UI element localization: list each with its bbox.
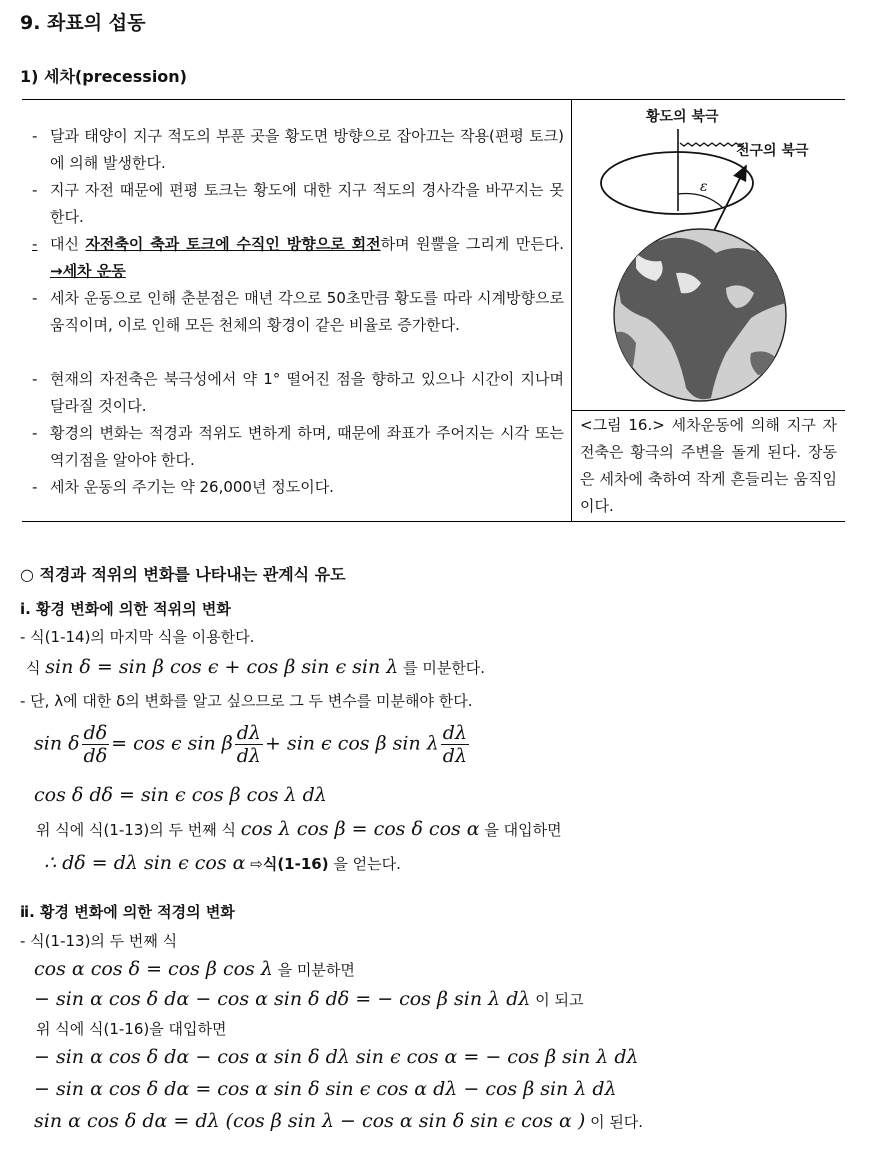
derivation-heading: ○ 적경과 적위의 변화를 나타내는 관계식 유도 <box>20 565 346 584</box>
eq-rearranged: − sin α cos δ dα = cos α sin δ sin ϵ cos α dλ − cos β sin λ dλ <box>34 1078 617 1100</box>
precession-figure <box>576 103 841 403</box>
figure-caption-divider <box>571 410 845 411</box>
ecliptic-pole-label: 황도의 북극 <box>646 109 719 125</box>
equation-ref: 식(1-16) <box>262 855 329 873</box>
eq-result-16: ∴ dδ = dλ sin ϵ cos α <box>44 852 246 874</box>
part2-eq1-line: cos α cos δ = cos β cos λ 을 미분하면 <box>34 958 355 980</box>
epsilon-arc <box>678 194 722 207</box>
fraction-d-lambda-1: $\frac{d\lambda}{d\lambda}$ <box>236 722 261 767</box>
right-arrow-icon: ⇨ <box>250 855 263 873</box>
bullet-item: - 세차 운동으로 인해 춘분점은 매년 각으로 50초만큼 황도를 따라 시계방향으로 움직이며, 이로 인해 모든 천체의 황경이 같은 비율로 증가한다. <box>32 289 564 334</box>
part1-result: ∴ dδ = dλ sin ϵ cos α ⇨식(1-16) 을 얻는다. <box>44 852 401 874</box>
bullet-item: - 황경의 변화는 적경과 적위도 변하게 하며, 때문에 좌표가 주어지는 시각 또는 역기점을 알아야 한다. <box>32 424 564 469</box>
eq-differential-ratio: sin δ $\frac{d\delta}{d\delta}$ = cos ϵ sin β $\frac{d\lambda}{d\lambda}$ + sin ϵ cos β sin λ $\frac{d\lambda}{d\lambda}$ <box>34 722 467 767</box>
bullet-item: - 지구 자전 때문에 편평 토크는 황도에 대한 지구 적도의 경사각을 바꾸지는 못한다. <box>32 181 564 226</box>
bullet-item: - 현재의 자전축은 북극성에서 약 1° 떨어진 점을 향하고 있으나 시간이 지나며 달라질 것이다. <box>32 370 564 415</box>
bullet-item: - 대신 자전축이 축과 토크에 수직인 방향으로 회전하며 원뿔을 그리게 만든다. →세차 운동 <box>32 235 565 280</box>
figure-caption: <그림 16.> 세차운동에 의해 지구 자전축은 황극의 주변을 돌게 된다. 장동은 세차에 축하여 작게 흔들리는 움직임이다. <box>580 416 837 515</box>
precession-circle <box>601 152 753 214</box>
fraction-d-delta: $\frac{d\delta}{d\delta}$ <box>83 722 108 767</box>
part1-eq1-line: 식 sin δ = sin β cos ϵ + cos β sin ϵ sin λ 를 미분한다. <box>26 656 486 678</box>
celestial-pole-label: 천구의 북극 <box>736 143 809 159</box>
part2-line1: - 식(1-13)의 두 번째 식 <box>20 932 178 950</box>
section-title: 9. 좌표의 섭동 <box>20 12 146 34</box>
part2-heading: ⅱ. 황경 변화에 의한 적경의 변화 <box>20 903 235 921</box>
table-top-rule <box>22 99 845 100</box>
emphasis-text: 자전축이 축과 토크에 수직인 방향으로 회전 <box>85 235 381 253</box>
part1-line1: - 식(1-14)의 마지막 식을 이용한다. <box>20 628 255 646</box>
eq-substituted: − sin α cos δ dα − cos α sin δ dλ sin ϵ cos α = − cos β sin λ dλ <box>34 1046 639 1068</box>
table-column-divider <box>571 99 572 522</box>
table-bottom-rule <box>22 521 845 522</box>
part2-final-line: sin α cos δ dα = dλ (cos β sin λ − cos α sin δ sin ϵ cos α ) 이 된다. <box>34 1110 644 1132</box>
bullet-item: - 달과 태양이 지구 적도의 부푼 곳을 황도면 방향으로 잡아끄는 작용(편평 토크)에 의해 발생한다. <box>32 127 564 172</box>
eq-differentiated: − sin α cos δ dα − cos α sin δ dδ = − cos β sin λ dλ <box>34 988 531 1010</box>
fraction-d-lambda-2: $\frac{d\lambda}{d\lambda}$ <box>442 722 467 767</box>
subsection-title: 1) 세차(precession) <box>20 67 187 86</box>
part1-heading: ⅰ. 황경 변화에 의한 적위의 변화 <box>20 600 231 618</box>
eq-cos-delta: cos δ dδ = sin ϵ cos β cos λ dλ <box>34 784 327 806</box>
part1-line6: 위 식에 식(1-13)의 두 번째 식 cos λ cos β = cos δ cos α 을 대입하면 <box>36 818 562 840</box>
eq-substitution: cos λ cos β = cos δ cos α <box>240 818 480 840</box>
part2-line4: 위 식에 식(1-16)을 대입하면 <box>36 1020 227 1038</box>
eq-sin-delta: sin δ = sin β cos ϵ + cos β sin ϵ sin λ <box>45 656 399 678</box>
eq-final: sin α cos δ dα = dλ (cos β sin λ − cos α sin δ sin ϵ cos α ) <box>34 1110 586 1132</box>
eq-cos-alpha: cos α cos δ = cos β cos λ <box>34 958 273 980</box>
nutation-wiggle <box>680 143 744 146</box>
epsilon-label: ε <box>700 179 708 195</box>
precession-arrow-text: →세차 운동 <box>50 262 126 280</box>
bullet-item: - 세차 운동의 주기는 약 26,000년 정도이다. <box>32 478 334 496</box>
part1-line3: - 단, λ에 대한 δ의 변화를 알고 싶으므로 그 두 변수를 미분해야 한다. <box>20 692 473 710</box>
part2-eq2-line: − sin α cos δ dα − cos α sin δ dδ = − cos β sin λ dλ 이 되고 <box>34 988 584 1010</box>
